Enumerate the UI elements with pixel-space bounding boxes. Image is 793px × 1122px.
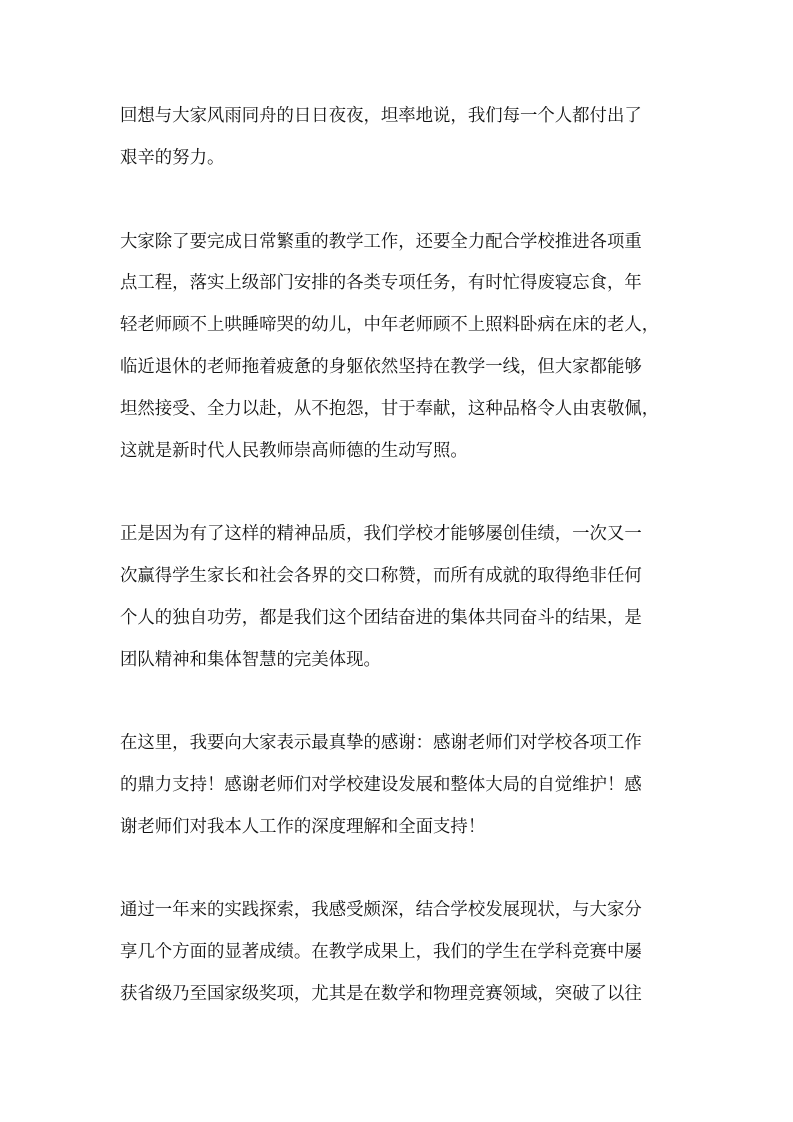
text-line: 大家除了要完成日常繁重的教学工作，还要全力配合学校推进各项重: [120, 232, 642, 252]
text-line: 谢老师们对我本人工作的深度理解和全面支持！: [120, 817, 486, 837]
text-line: 正是因为有了这样的精神品质，我们学校才能够屡创佳绩，一次又一: [120, 524, 642, 544]
text-line: 获省级乃至国家级奖项，尤其是在数学和物理竞赛领域，突破了以往: [120, 984, 642, 1004]
text-line: 艰辛的努力。: [120, 148, 225, 168]
text-line: 点工程，落实上级部门安排的各类专项任务，有时忙得废寝忘食，年: [120, 273, 642, 293]
text-line: 在这里，我要向大家表示最真挚的感谢：感谢老师们对学校各项工作: [120, 733, 642, 753]
text-line: 回想与大家风雨同舟的日日夜夜，坦率地说，我们每一个人都付出了: [120, 106, 642, 126]
text-line: 临近退休的老师拖着疲惫的身躯依然坚持在教学一线，但大家都能够: [120, 357, 642, 377]
text-line: 团队精神和集体智慧的完美体现。: [120, 650, 381, 670]
text-line: 通过一年来的实践探索，我感受颇深，结合学校发展现状，与大家分: [120, 900, 642, 920]
text-line: 坦然接受、全力以赴，从不抱怨，甘于奉献，这种品格令人由衷敬佩，: [120, 399, 660, 419]
text-line: 次赢得学生家长和社会各界的交口称赞，而所有成就的取得绝非任何: [120, 566, 642, 586]
text-line: 个人的独自功劳，都是我们这个团结奋进的集体共同奋斗的结果，是: [120, 608, 642, 628]
text-line: 这就是新时代人民教师崇高师德的生动写照。: [120, 441, 468, 461]
text-line: 的鼎力支持！感谢老师们对学校建设发展和整体大局的自觉维护！感: [120, 775, 642, 795]
text-line: 轻老师顾不上哄睡啼哭的幼儿，中年老师顾不上照料卧病在床的老人，: [120, 315, 660, 335]
text-line: 享几个方面的显著成绩。在教学成果上，我们的学生在学科竞赛中屡: [120, 942, 642, 962]
